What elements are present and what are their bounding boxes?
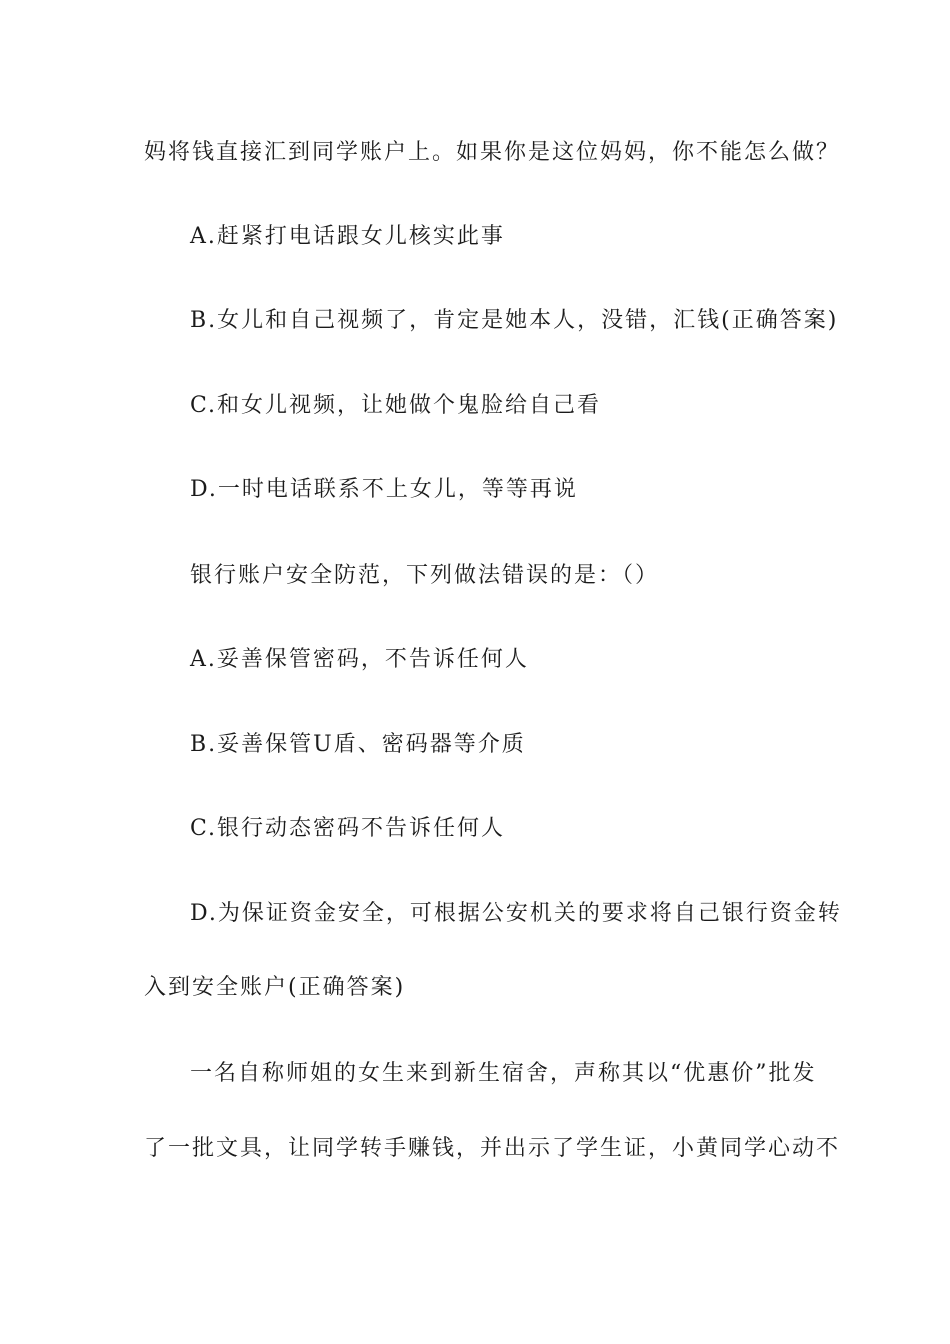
option-a-password: A.妥善保管密码，不告诉任何人 [190, 647, 529, 672]
option-c-dynamic-password: C.银行动态密码不告诉任何人 [190, 816, 506, 841]
question-continuation-line: 妈将钱直接汇到同学账户上。如果你是这位妈妈，你不能怎么做？ [144, 140, 841, 165]
scenario-paragraph-line2: 了一批文具，让同学转手赚钱，并出示了学生证，小黄同学心动不 [144, 1136, 841, 1161]
scenario-paragraph-line1: 一名自称师姐的女生来到新生宿舍，声称其以“优惠价”批发 [190, 1061, 817, 1086]
option-a-verify: A.赶紧打电话跟女儿核实此事 [190, 224, 505, 249]
option-d-transfer-line2: 入到安全账户(正确答案) [144, 975, 406, 1000]
option-d-transfer-line1: D.为保证资金安全，可根据公安机关的要求将自己银行资金转 [190, 901, 842, 926]
option-c-video: C.和女儿视频，让她做个鬼脸给自己看 [190, 393, 602, 418]
option-b-answer: B.女儿和自己视频了，肯定是她本人，没错，汇钱(正确答案) [190, 308, 839, 333]
question-bank-security: 银行账户安全防范，下列做法错误的是：（） [190, 563, 660, 588]
option-b-ukey: B.妥善保管U盾、密码器等介质 [190, 732, 526, 757]
option-d-wait: D.一时电话联系不上女儿，等等再说 [190, 477, 578, 502]
